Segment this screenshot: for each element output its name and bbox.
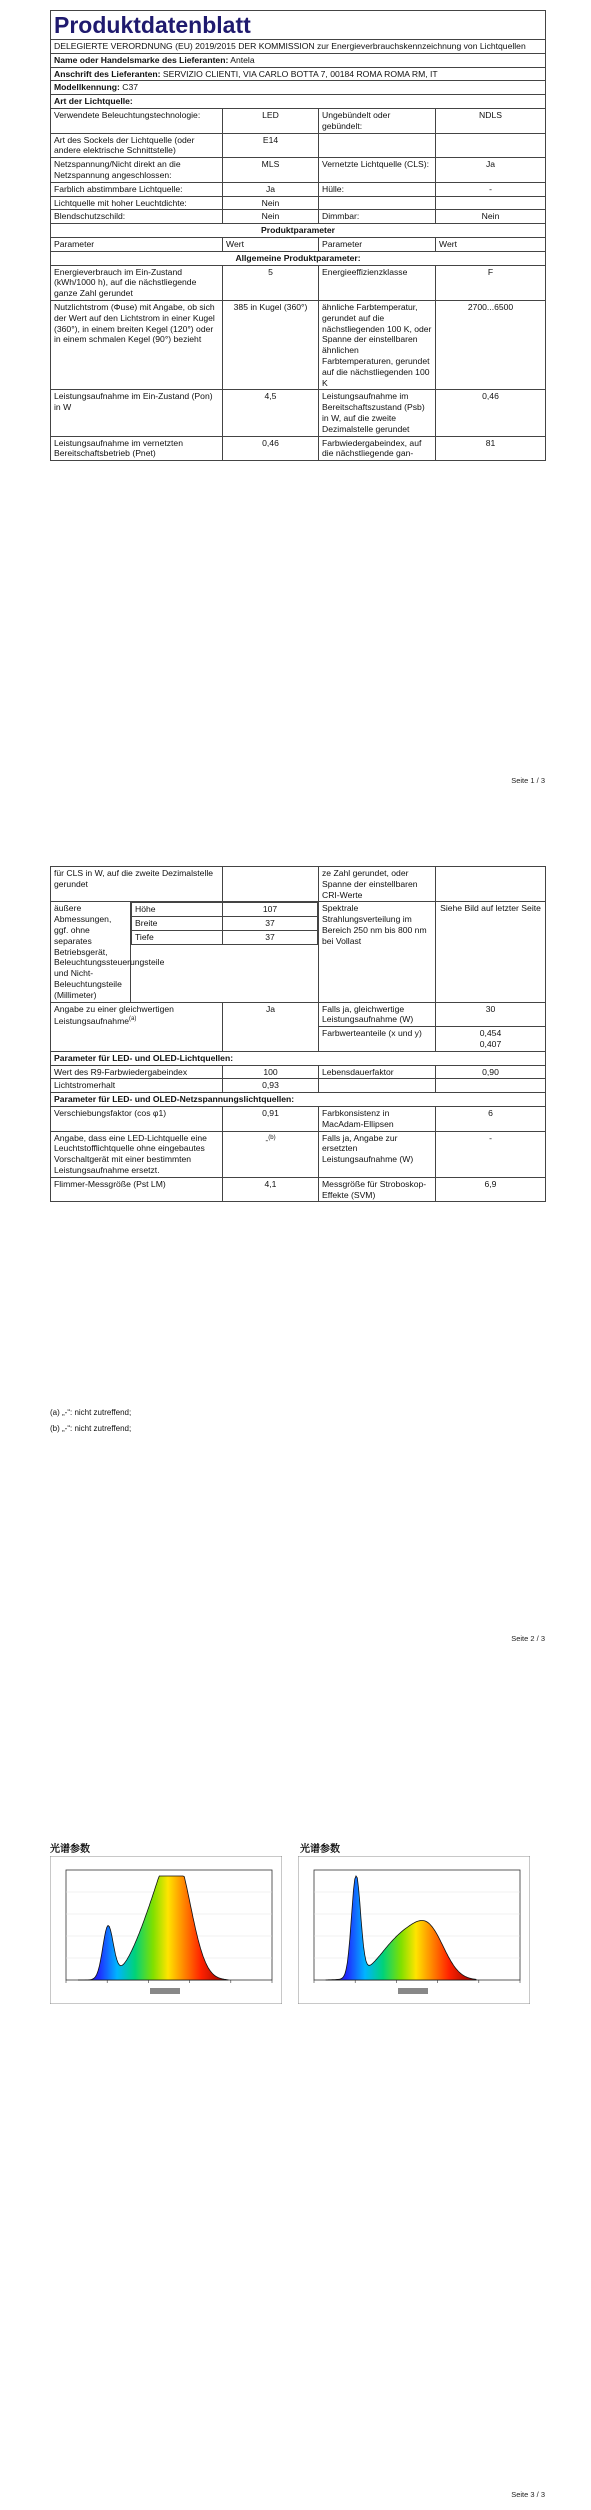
mls-params-header: Parameter für LED- und OLED-Netzspannungslichtquellen:	[51, 1093, 546, 1107]
dimension-value: 37	[223, 917, 318, 931]
param-value: Ja	[436, 158, 546, 183]
table-row	[51, 1177, 546, 1202]
dimension-value: 107	[223, 903, 318, 917]
chroma-label: Farbwerteanteile (x und y)	[319, 1027, 436, 1052]
displacement-label: Verschiebungsfaktor (cos φ1)	[51, 1106, 223, 1131]
dimension-name: Höhe	[132, 903, 223, 917]
col-header-value: Wert	[223, 237, 319, 251]
param-label: Leistungsaufnahme im vernetzten Bereitschaftsbetrieb (Pnet)	[51, 436, 223, 461]
param-label: für CLS in W, auf die zweite Dezimalstelle gerundet	[51, 867, 223, 902]
product-datasheet-table	[50, 10, 546, 461]
dimensions-label: äußere Abmessungen, ggf. ohne separates Betriebsgerät, Beleuchtungssteuerungsteile und Nicht-Beleuchtungsteile (Millimeter)	[51, 902, 131, 1002]
page-3	[0, 1840, 591, 2510]
table-row	[51, 1131, 546, 1177]
address-value: SERVIZIO CLIENTI, VIA CARLO BOTTA 7, 00184 ROMA ROMA RM, IT	[162, 68, 438, 79]
dimensions-cell	[131, 902, 319, 1002]
param-value: 0,46	[436, 390, 546, 436]
equiv-label: Angabe zu einer gleichwertigen Leistungsaufnahme	[54, 1003, 174, 1027]
supplier-row	[51, 53, 546, 67]
table-row	[51, 108, 546, 133]
table-row	[51, 300, 546, 389]
param-value: 385 in Kugel (360°)	[223, 300, 319, 389]
param-label	[319, 196, 436, 210]
param-label: Verwendete Beleuchtungstechnologie:	[51, 108, 223, 133]
table-row	[51, 390, 546, 436]
life-factor-label: Lebensdauerfaktor	[319, 1065, 436, 1079]
macadam-value: 6	[436, 1106, 546, 1131]
displacement-value: 0,91	[223, 1106, 319, 1131]
product-datasheet-table-continued	[50, 866, 546, 1202]
footnote-marker: (a)	[129, 1016, 137, 1023]
param-label	[319, 133, 436, 158]
param-label: Netzspannung/Nicht direkt an die Netzspannung angeschlossen:	[51, 158, 223, 183]
param-label: Art des Sockels der Lichtquelle (oder andere elektrische Schnittstelle)	[51, 133, 223, 158]
address-row	[51, 67, 546, 81]
table-row	[51, 265, 546, 300]
stroboscopic-label: Messgröße für Stroboskop-Effekte (SVM)	[319, 1177, 436, 1202]
replacement-power-value: -	[436, 1131, 546, 1177]
param-value: 4,5	[223, 390, 319, 436]
dimension-value: 37	[223, 930, 318, 944]
param-value	[436, 196, 546, 210]
equiv-power-value: 30	[436, 1002, 546, 1027]
model-value: C37	[122, 82, 139, 93]
footnote-b: (b) „-“: nicht zutreffend;	[50, 1424, 132, 1433]
spectrum-title-right: 光谱参数	[300, 1844, 340, 1855]
param-value: -	[436, 182, 546, 196]
page-footer: Seite 1 / 3	[511, 776, 545, 785]
light-source-type-header: Art der Lichtquelle:	[51, 95, 546, 109]
chroma-y: 0,407	[479, 1038, 502, 1049]
param-value: F	[436, 265, 546, 300]
table-row	[51, 1002, 546, 1027]
replacement-value-cell	[223, 1131, 319, 1177]
param-label: Energieverbrauch im Ein-Zustand (kWh/1000 h), auf die nächstliegende ganze Zahl gerundet	[51, 265, 223, 300]
supplier-label: Name oder Handelsmarke des Lieferanten:	[54, 54, 229, 65]
replacement-label: Angabe, dass eine LED-Lichtquelle eine Leuchtstofflichtquelle ohne eingebautes Vorschaltgerät mit einer bestimmten Leistungsaufnahme ersetzt.	[51, 1131, 223, 1177]
spectrum-image-left	[50, 1856, 282, 2004]
address-label: Anschrift des Lieferanten:	[54, 68, 161, 79]
page-title: Produktdatenblatt	[51, 11, 546, 40]
param-value: Nein	[223, 196, 319, 210]
table-row	[51, 436, 546, 461]
param-value: Ja	[223, 182, 319, 196]
r9-label: Wert des R9-Farbwiedergabeindex	[51, 1065, 223, 1079]
macadam-label: Farbkonsistenz in MacAdam-Ellipsen	[319, 1106, 436, 1131]
dimension-name: Breite	[132, 917, 223, 931]
table-row	[51, 133, 546, 158]
spectrum-title-left: 光谱参数	[50, 1844, 90, 1855]
led-params-header: Parameter für LED- und OLED-Lichtquellen:	[51, 1051, 546, 1065]
param-value	[436, 133, 546, 158]
table-row	[51, 1079, 546, 1093]
param-value: Nein	[436, 210, 546, 224]
regulation-text: DELEGIERTE VERORDNUNG (EU) 2019/2015 DER KOMMISSION zur Energieverbrauchskennzeichnung von Lichtquellen	[51, 40, 546, 54]
footnote-a: (a) „-“: nicht zutreffend;	[50, 1408, 132, 1417]
r9-value: 100	[223, 1065, 319, 1079]
param-value	[436, 1079, 546, 1093]
param-value: E14	[223, 133, 319, 158]
flicker-value: 4,1	[223, 1177, 319, 1202]
dimensions-table	[131, 902, 318, 944]
supplier-value: Antela	[230, 54, 255, 65]
table-row	[51, 158, 546, 183]
param-label: Blendschutzschild:	[51, 210, 223, 224]
col-header-param: Parameter	[51, 237, 223, 251]
param-value: MLS	[223, 158, 319, 183]
param-value: 81	[436, 436, 546, 461]
param-label: Hülle:	[319, 182, 436, 196]
page-2	[0, 862, 591, 1662]
equiv-value: Ja	[223, 1002, 319, 1051]
param-value: 2700...6500	[436, 300, 546, 389]
param-value: 0,46	[223, 436, 319, 461]
replacement-value: -	[265, 1134, 269, 1145]
param-label: Ungebündelt oder gebündelt:	[319, 108, 436, 133]
table-row	[51, 867, 546, 902]
param-label: Dimmbar:	[319, 210, 436, 224]
model-label: Modellkennung:	[54, 82, 120, 93]
table-row	[51, 902, 546, 1002]
table-row	[51, 196, 546, 210]
param-label	[319, 1079, 436, 1093]
replacement-power-label: Falls ja, Angabe zur ersetzten Leistungsaufnahme (W)	[319, 1131, 436, 1177]
table-row	[51, 1065, 546, 1079]
param-value: NDLS	[436, 108, 546, 133]
page-footer: Seite 2 / 3	[511, 1634, 545, 1643]
page-1	[0, 0, 591, 800]
param-value: LED	[223, 108, 319, 133]
lumen-maintenance-label: Lichtstromerhalt	[51, 1079, 223, 1093]
param-label: Leistungsaufnahme im Bereitschaftszustand (Psb) in W, auf die zweite Dezimalstelle gerundet	[319, 390, 436, 436]
general-params-header: Allgemeine Produktparameter:	[51, 251, 546, 265]
column-header-row	[51, 237, 546, 251]
caption-block	[398, 1988, 428, 1994]
caption-block	[150, 1988, 180, 1994]
page-footer: Seite 3 / 3	[511, 2490, 545, 2499]
footnote-marker: (b)	[268, 1134, 276, 1141]
param-label: Farbwiedergabeindex, auf die nächstliegende gan-	[319, 436, 436, 461]
param-label: Lichtquelle mit hoher Leuchtdichte:	[51, 196, 223, 210]
param-value: 5	[223, 265, 319, 300]
chroma-x: 0,454	[479, 1028, 502, 1039]
stroboscopic-value: 6,9	[436, 1177, 546, 1202]
table-row	[51, 210, 546, 224]
param-label: Nutzlichtstrom (Φuse) mit Angabe, ob sich der Wert auf den Lichtstrom in einer Kugel (360°), in einem breiten Kegel (120°) oder in einem schmalen Kegel (90°) bezieht	[51, 300, 223, 389]
model-row	[51, 81, 546, 95]
dimension-name: Tiefe	[132, 930, 223, 944]
flicker-label: Flimmer-Messgröße (Pst LM)	[51, 1177, 223, 1202]
life-factor-value: 0,90	[436, 1065, 546, 1079]
equiv-power-label: Falls ja, gleichwertige Leistungsaufnahme (W)	[319, 1002, 436, 1027]
col-header-value: Wert	[436, 237, 546, 251]
spectral-value: Siehe Bild auf letzter Seite	[436, 902, 546, 1002]
param-label: Vernetzte Lichtquelle (CLS):	[319, 158, 436, 183]
table-row	[51, 1106, 546, 1131]
spectral-label: Spektrale Strahlungsverteilung im Bereich 250 nm bis 800 nm bei Vollast	[319, 902, 436, 1002]
equiv-label-cell	[51, 1002, 223, 1051]
param-value: Nein	[223, 210, 319, 224]
param-label: ze Zahl gerundet, oder Spanne der einstellbaren CRI-Werte	[319, 867, 436, 902]
col-header-param: Parameter	[319, 237, 436, 251]
param-value	[436, 867, 546, 902]
param-value	[223, 867, 319, 902]
lumen-maintenance-value: 0,93	[223, 1079, 319, 1093]
param-label: Farblich abstimmbare Lichtquelle:	[51, 182, 223, 196]
spectrum-image-right	[298, 1856, 530, 2004]
chroma-values	[436, 1027, 546, 1052]
param-label: Energieeffizienzklasse	[319, 265, 436, 300]
table-row	[51, 182, 546, 196]
product-params-header: Produktparameter	[51, 224, 546, 238]
param-label: Leistungsaufnahme im Ein-Zustand (Pon) in W	[51, 390, 223, 436]
param-label: ähnliche Farbtemperatur, gerundet auf die nächstliegenden 100 K, oder Spanne der einstellbaren ähnlichen Farbtemperaturen, gerundet auf die nächstliegenden 100 K	[319, 300, 436, 389]
